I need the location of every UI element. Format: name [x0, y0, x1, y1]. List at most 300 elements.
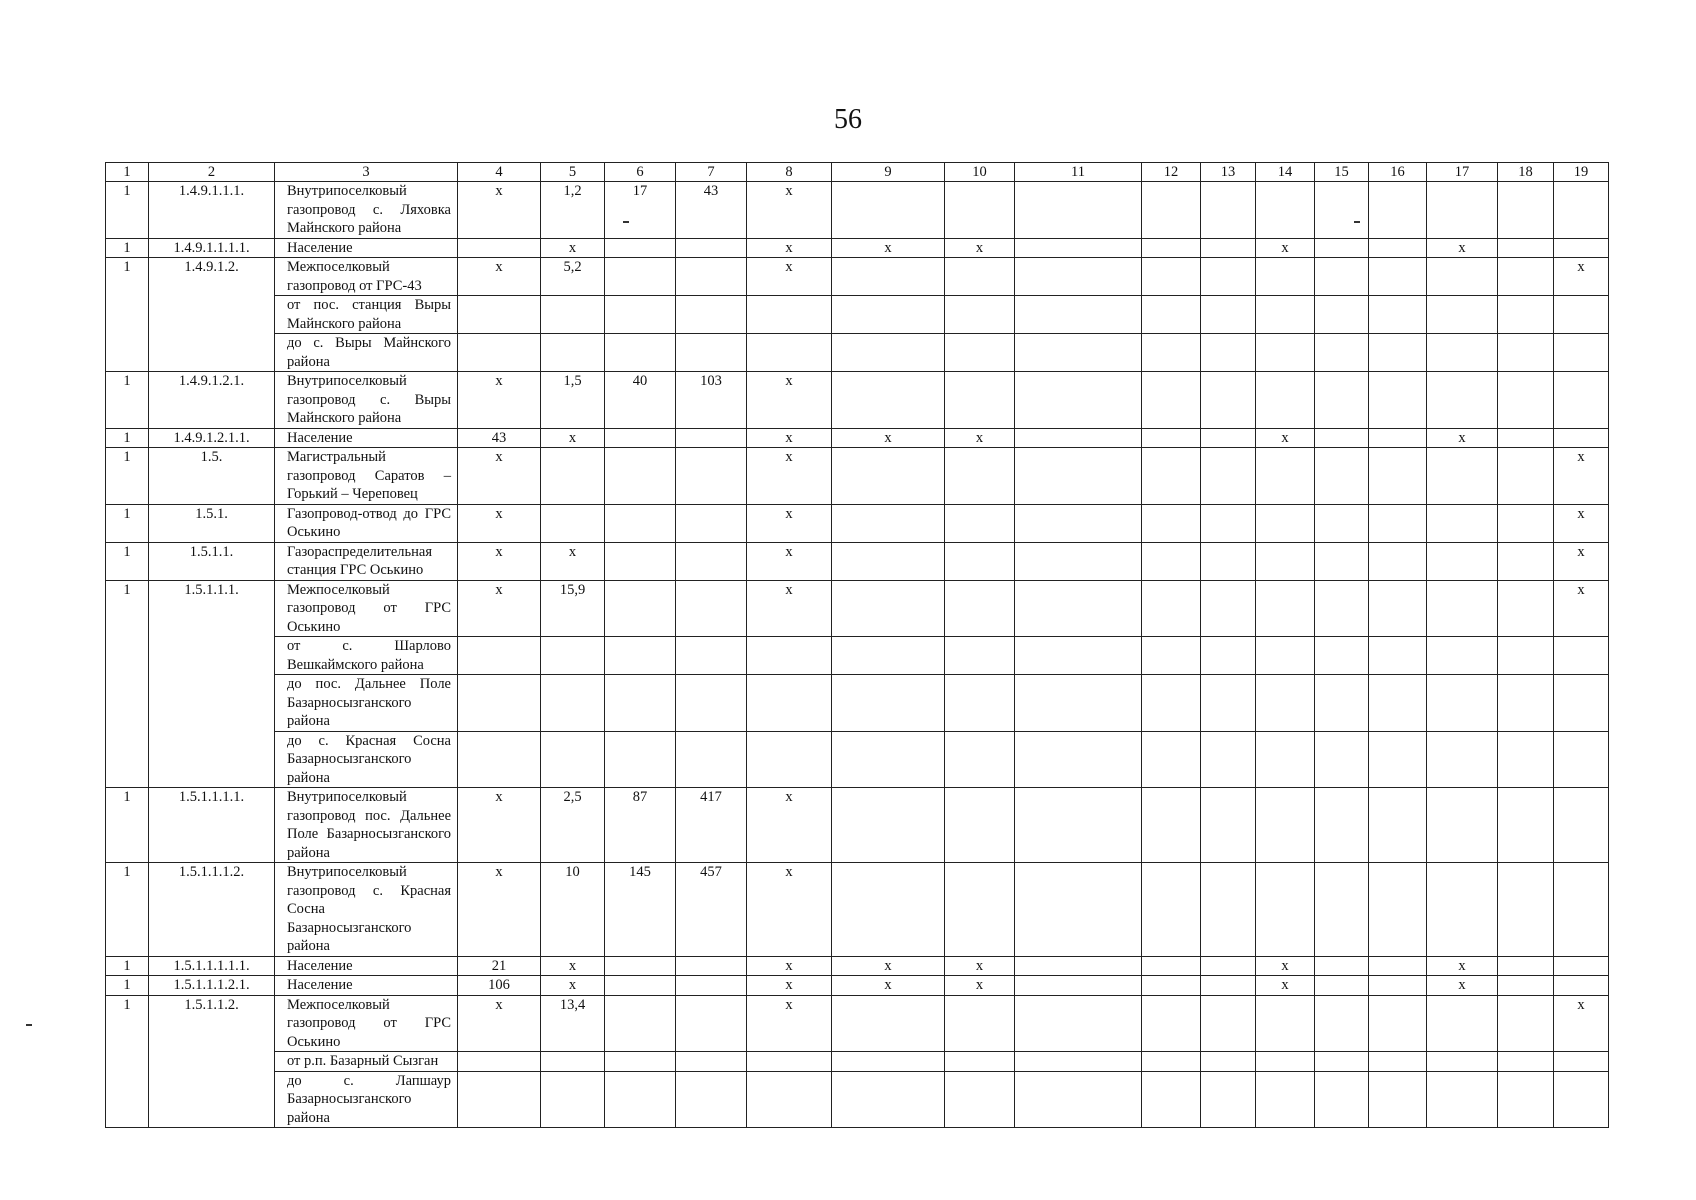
table-cell: 1	[106, 863, 149, 957]
table-cell	[1369, 372, 1427, 429]
header-row	[106, 163, 1609, 182]
table-cell	[1369, 1052, 1427, 1072]
table-cell: 103	[676, 372, 747, 429]
table-cell-name: Внутрипоселковый газопровод с. Красная Сосна Базарносызганского района	[275, 863, 458, 957]
table-cell: 10	[541, 863, 605, 957]
table-cell	[1201, 863, 1256, 957]
table-cell	[1256, 542, 1315, 580]
table-cell	[1142, 372, 1201, 429]
table-cell	[458, 334, 541, 372]
table-cell	[676, 504, 747, 542]
table-cell-name: от пос. станция Выры Майнского района	[275, 296, 458, 334]
table-cell: х	[832, 428, 945, 448]
table-cell	[1256, 863, 1315, 957]
table-cell-code: 1.5.1.1.1.1.1.	[149, 956, 275, 976]
table-cell	[605, 296, 676, 334]
table-cell	[676, 1052, 747, 1072]
table-cell	[1498, 637, 1554, 675]
table-cell-code: 1.4.9.1.1.1.	[149, 182, 275, 239]
table-cell: 21	[458, 956, 541, 976]
table-cell	[676, 258, 747, 296]
table-cell: х	[747, 258, 832, 296]
table-cell	[832, 372, 945, 429]
table-row	[106, 995, 1609, 1052]
table-cell	[1554, 863, 1609, 957]
table-cell	[1369, 580, 1427, 637]
table-cell	[1015, 675, 1142, 732]
table-cell: х	[458, 504, 541, 542]
table-cell	[1315, 428, 1369, 448]
table-cell: 1	[106, 788, 149, 863]
table-cell	[605, 995, 676, 1052]
table-cell	[1015, 1052, 1142, 1072]
table-cell: 1	[106, 238, 149, 258]
table-cell	[1015, 296, 1142, 334]
table-cell	[1142, 334, 1201, 372]
table-cell	[541, 296, 605, 334]
table-cell	[1427, 995, 1498, 1052]
table-cell: х	[1427, 238, 1498, 258]
table-cell	[676, 238, 747, 258]
table-cell	[1201, 504, 1256, 542]
table-cell	[1369, 637, 1427, 675]
table-cell	[458, 1052, 541, 1072]
table-cell	[1142, 1052, 1201, 1072]
table-cell	[832, 863, 945, 957]
table-cell	[1369, 542, 1427, 580]
table-cell: х	[747, 182, 832, 239]
table-cell	[945, 731, 1015, 788]
table-cell	[945, 448, 1015, 505]
table-cell	[1369, 182, 1427, 239]
table-cell	[1315, 334, 1369, 372]
table-cell: х	[1554, 258, 1609, 296]
table-cell: х	[1554, 580, 1609, 637]
table-cell: х	[458, 580, 541, 637]
table-cell: х	[458, 448, 541, 505]
table-cell	[1256, 1052, 1315, 1072]
table-cell	[458, 1071, 541, 1128]
table-cell: 43	[458, 428, 541, 448]
column-header: 3	[275, 163, 458, 182]
table-row	[106, 182, 1609, 239]
table-cell	[1256, 1071, 1315, 1128]
table-cell	[1256, 637, 1315, 675]
table-cell-code: 1.5.1.1.	[149, 542, 275, 580]
table-cell	[1142, 1071, 1201, 1128]
table-cell	[676, 334, 747, 372]
table-cell	[1554, 1071, 1609, 1128]
table-cell	[832, 182, 945, 239]
table-cell	[1427, 731, 1498, 788]
table-cell	[1369, 258, 1427, 296]
table-cell	[1427, 675, 1498, 732]
table-cell	[1142, 731, 1201, 788]
table-cell	[832, 448, 945, 505]
table-row	[106, 675, 1609, 732]
table-cell	[1015, 863, 1142, 957]
table-cell	[1369, 976, 1427, 996]
table-cell	[1015, 1071, 1142, 1128]
table-cell	[1369, 504, 1427, 542]
column-header: 19	[1554, 163, 1609, 182]
table-cell	[1015, 372, 1142, 429]
table-cell	[832, 1052, 945, 1072]
table-cell	[1142, 976, 1201, 996]
table-cell: 1	[106, 995, 149, 1128]
table-cell	[676, 675, 747, 732]
table-cell-code: 1.5.1.1.1.1.	[149, 788, 275, 863]
table-cell: 15,9	[541, 580, 605, 637]
table-row	[106, 238, 1609, 258]
table-cell	[1015, 580, 1142, 637]
table-cell	[1201, 238, 1256, 258]
table-cell: 2,5	[541, 788, 605, 863]
table-row	[106, 956, 1609, 976]
table-cell	[676, 448, 747, 505]
table-row	[106, 542, 1609, 580]
table-cell	[1498, 580, 1554, 637]
table-row	[106, 731, 1609, 788]
table-cell	[1427, 258, 1498, 296]
table-cell	[541, 334, 605, 372]
table-cell: х	[945, 976, 1015, 996]
table-cell: 417	[676, 788, 747, 863]
table-cell	[1498, 504, 1554, 542]
table-cell	[1315, 448, 1369, 505]
table-cell	[1201, 637, 1256, 675]
table-cell	[605, 238, 676, 258]
table-cell	[1315, 182, 1369, 239]
table-cell-code: 1.4.9.1.1.1.1.	[149, 238, 275, 258]
table-cell	[1201, 976, 1256, 996]
table-cell	[1498, 995, 1554, 1052]
table-cell	[1015, 542, 1142, 580]
column-header: 18	[1498, 163, 1554, 182]
table-cell: х	[458, 863, 541, 957]
table-cell	[1142, 580, 1201, 637]
table-cell	[541, 504, 605, 542]
table-cell-code: 1.5.1.	[149, 504, 275, 542]
table-cell	[747, 1071, 832, 1128]
table-cell	[1498, 956, 1554, 976]
table-cell: 1	[106, 542, 149, 580]
table-cell	[605, 976, 676, 996]
table-cell: 87	[605, 788, 676, 863]
table-cell	[1369, 995, 1427, 1052]
table-cell	[1427, 296, 1498, 334]
table-cell: х	[747, 428, 832, 448]
table-cell	[1201, 580, 1256, 637]
table-cell	[1256, 258, 1315, 296]
table-cell	[1554, 788, 1609, 863]
table-cell	[605, 334, 676, 372]
table-cell: х	[541, 238, 605, 258]
table-cell	[676, 296, 747, 334]
table-cell: х	[458, 995, 541, 1052]
table-cell	[676, 1071, 747, 1128]
table-cell	[945, 580, 1015, 637]
table-cell: х	[747, 448, 832, 505]
column-header: 12	[1142, 163, 1201, 182]
table-cell	[1142, 863, 1201, 957]
table-cell-name: Газораспределительная станция ГРС Оськино	[275, 542, 458, 580]
table-cell	[1498, 428, 1554, 448]
table-cell	[1554, 334, 1609, 372]
table-cell	[945, 504, 1015, 542]
table-cell	[1142, 448, 1201, 505]
table-cell	[1498, 372, 1554, 429]
table-row	[106, 788, 1609, 863]
table-cell	[1427, 580, 1498, 637]
table-cell	[458, 296, 541, 334]
table-cell	[945, 675, 1015, 732]
table-cell	[747, 1052, 832, 1072]
table-cell: 43	[676, 182, 747, 239]
table-cell: х	[1554, 504, 1609, 542]
table-cell: 1	[106, 258, 149, 372]
table-cell: х	[1256, 956, 1315, 976]
table-cell-name: Внутрипоселковый газопровод с. Выры Майнского района	[275, 372, 458, 429]
table-cell: х	[747, 580, 832, 637]
table-cell	[1015, 504, 1142, 542]
table-cell-name: от р.п. Базарный Сызган	[275, 1052, 458, 1072]
table-cell	[945, 637, 1015, 675]
table-cell: 1,5	[541, 372, 605, 429]
table-cell	[1554, 238, 1609, 258]
table-cell	[605, 675, 676, 732]
table-cell	[1142, 258, 1201, 296]
table-cell	[832, 675, 945, 732]
table-cell	[832, 637, 945, 675]
table-cell: х	[832, 976, 945, 996]
table-cell	[676, 731, 747, 788]
table-cell	[1369, 1071, 1427, 1128]
table-cell	[1369, 731, 1427, 788]
table-cell-code: 1.4.9.1.2.1.1.	[149, 428, 275, 448]
table-cell	[1201, 1052, 1256, 1072]
table-cell	[832, 334, 945, 372]
table-cell	[1315, 637, 1369, 675]
table-cell: х	[1554, 448, 1609, 505]
table-cell: х	[747, 504, 832, 542]
table-cell	[747, 675, 832, 732]
table-cell	[1498, 1071, 1554, 1128]
table-cell: х	[541, 956, 605, 976]
table-cell	[1142, 238, 1201, 258]
table-cell	[1015, 788, 1142, 863]
table-cell	[605, 580, 676, 637]
table-cell	[1015, 731, 1142, 788]
table-cell	[1554, 182, 1609, 239]
table-cell	[676, 956, 747, 976]
table-cell	[1554, 675, 1609, 732]
table-cell: х	[1427, 956, 1498, 976]
table-cell	[1315, 258, 1369, 296]
table-cell-name: Внутрипоселковый газопровод пос. Дальнее Поле Базарносызганского района	[275, 788, 458, 863]
table-cell-name: Газопровод-отвод до ГРС Оськино	[275, 504, 458, 542]
table-cell	[1256, 448, 1315, 505]
table-cell	[605, 448, 676, 505]
table-cell: х	[747, 995, 832, 1052]
table-cell	[1315, 542, 1369, 580]
table-cell	[832, 258, 945, 296]
table-cell-code: 1.5.1.1.1.2.	[149, 863, 275, 957]
table-cell: х	[945, 428, 1015, 448]
table-cell	[1201, 372, 1256, 429]
table-cell: х	[945, 956, 1015, 976]
table-cell: х	[747, 372, 832, 429]
table-cell	[605, 731, 676, 788]
table-cell	[945, 542, 1015, 580]
table-cell	[945, 1052, 1015, 1072]
column-header: 15	[1315, 163, 1369, 182]
table-cell	[605, 258, 676, 296]
table-cell	[1015, 956, 1142, 976]
table-cell	[1256, 995, 1315, 1052]
table-cell	[1498, 976, 1554, 996]
table-cell	[832, 504, 945, 542]
table-cell: х	[458, 182, 541, 239]
table-cell	[1427, 863, 1498, 957]
table-cell	[1554, 976, 1609, 996]
table-cell	[1315, 956, 1369, 976]
column-header: 6	[605, 163, 676, 182]
table-cell	[1201, 675, 1256, 732]
table-cell	[1015, 334, 1142, 372]
table-cell	[605, 1071, 676, 1128]
table-cell: 40	[605, 372, 676, 429]
table-cell	[1256, 675, 1315, 732]
table-cell	[1201, 788, 1256, 863]
table-cell: х	[1256, 976, 1315, 996]
table-cell	[1315, 675, 1369, 732]
table-cell: 1	[106, 448, 149, 505]
table-cell	[1369, 334, 1427, 372]
table-cell: х	[541, 976, 605, 996]
table-cell: х	[458, 542, 541, 580]
table-cell-name: Население	[275, 956, 458, 976]
column-header: 1	[106, 163, 149, 182]
table-cell	[1142, 637, 1201, 675]
table-row	[106, 1052, 1609, 1072]
table-cell	[945, 788, 1015, 863]
table-cell: 457	[676, 863, 747, 957]
column-header: 11	[1015, 163, 1142, 182]
table-cell-name: Межпоселковый газопровод от ГРС-43	[275, 258, 458, 296]
table-cell	[1201, 542, 1256, 580]
table-cell: х	[458, 788, 541, 863]
table-cell-code: 1.5.1.1.2.	[149, 995, 275, 1128]
table-cell	[1427, 1071, 1498, 1128]
table-cell	[1427, 372, 1498, 429]
column-header: 8	[747, 163, 832, 182]
table-cell-code: 1.5.1.1.1.2.1.	[149, 976, 275, 996]
table-row	[106, 296, 1609, 334]
table-cell: 1,2	[541, 182, 605, 239]
table-cell	[1015, 182, 1142, 239]
table-cell	[1427, 334, 1498, 372]
table-cell	[1315, 976, 1369, 996]
table-cell	[1201, 428, 1256, 448]
table-cell	[1369, 675, 1427, 732]
table-cell	[1498, 448, 1554, 505]
table-cell	[1015, 637, 1142, 675]
table-cell-name: Население	[275, 976, 458, 996]
table-cell	[1369, 448, 1427, 505]
table-cell-name: от с. Шарлово Вешкаймского района	[275, 637, 458, 675]
table-cell	[1015, 238, 1142, 258]
table-cell: х	[747, 976, 832, 996]
table-cell	[605, 956, 676, 976]
table-cell	[1427, 542, 1498, 580]
table-cell: х	[1554, 542, 1609, 580]
table-cell	[1498, 296, 1554, 334]
table-cell	[1256, 580, 1315, 637]
table-cell	[1427, 448, 1498, 505]
table-cell: х	[541, 428, 605, 448]
table-cell	[1201, 258, 1256, 296]
table-cell	[1201, 995, 1256, 1052]
table-cell	[1498, 863, 1554, 957]
table-cell-code: 1.4.9.1.2.	[149, 258, 275, 372]
table-cell: х	[1256, 428, 1315, 448]
table-cell	[1315, 504, 1369, 542]
table-cell: х	[832, 956, 945, 976]
column-header: 14	[1256, 163, 1315, 182]
table-cell	[832, 1071, 945, 1128]
table-cell	[832, 995, 945, 1052]
table-cell-name: Внутрипоселковый газопровод с. Ляховка Майнского района	[275, 182, 458, 239]
table-cell	[747, 334, 832, 372]
table-cell: 106	[458, 976, 541, 996]
table-row	[106, 504, 1609, 542]
table-cell-name: Межпоселковый газопровод от ГРС Оськино	[275, 580, 458, 637]
table-cell	[832, 731, 945, 788]
table-cell	[1256, 372, 1315, 429]
table-cell	[1142, 182, 1201, 239]
table-cell	[1315, 296, 1369, 334]
table-cell	[1369, 863, 1427, 957]
table-cell: 1	[106, 182, 149, 239]
table-cell	[1427, 182, 1498, 239]
table-cell	[1498, 788, 1554, 863]
table-cell: х	[747, 863, 832, 957]
table-cell	[1315, 995, 1369, 1052]
column-header: 17	[1427, 163, 1498, 182]
table-cell	[1315, 863, 1369, 957]
table-cell	[1554, 1052, 1609, 1072]
table-cell	[676, 995, 747, 1052]
table-cell	[945, 296, 1015, 334]
table-cell: х	[458, 372, 541, 429]
table-cell	[1201, 1071, 1256, 1128]
table-cell: 1	[106, 580, 149, 788]
table-cell: х	[747, 788, 832, 863]
table-cell	[1498, 1052, 1554, 1072]
table-row	[106, 258, 1609, 296]
table-cell	[1201, 956, 1256, 976]
table-cell	[1142, 956, 1201, 976]
table-cell	[605, 637, 676, 675]
table-cell	[1369, 956, 1427, 976]
table-cell	[945, 334, 1015, 372]
table-cell	[1498, 238, 1554, 258]
table-cell: х	[832, 238, 945, 258]
table-cell	[1256, 182, 1315, 239]
table-cell	[1015, 995, 1142, 1052]
table-cell: 13,4	[541, 995, 605, 1052]
